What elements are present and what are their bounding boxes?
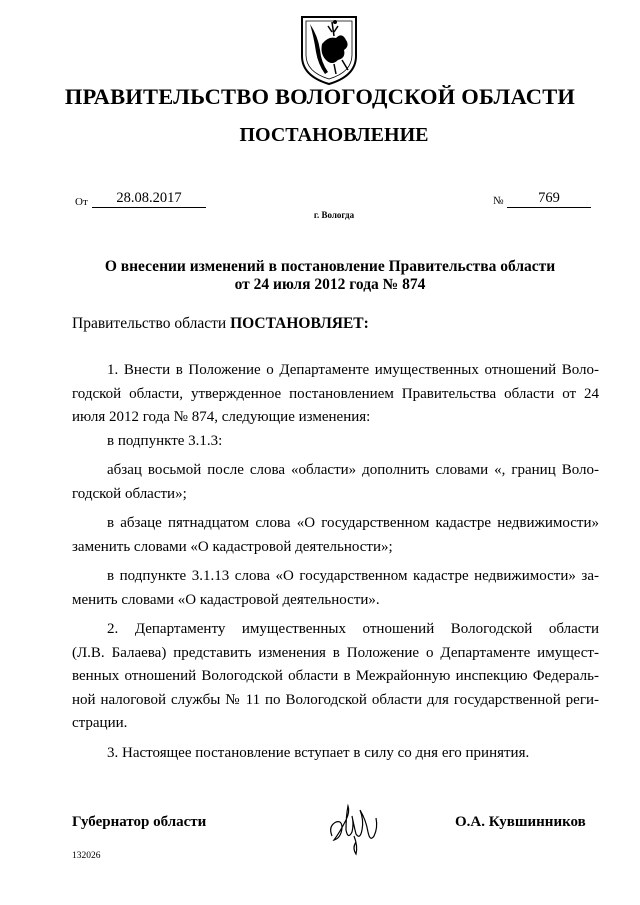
body-line: менить словами «О кадастровой деятельности». — [72, 591, 380, 608]
body-line: в подпункте 3.1.3: — [107, 432, 223, 449]
signatory-position: Губернатор области — [72, 814, 207, 830]
body-line: 1. Внести в Положение о Департаменте имущественных отношений Воло- — [107, 362, 599, 378]
body-line: (Л.В. Балаева) представить изменения в Положение о Департаменте имущест- — [72, 644, 599, 661]
preamble-bold: ПОСТАНОВЛЯЕТ: — [230, 315, 369, 332]
body-line: в абзаце пятнадцатом слова «О государственном кадастре недвижимости» — [107, 515, 599, 531]
number-value: 769 — [507, 190, 591, 208]
body-line: годской области, утвержденное постановлением Правительства области от 24 — [72, 385, 599, 402]
body-line: 3. Настоящее постановление вступает в силу со дня его принятия. — [107, 744, 530, 761]
body-line: годской области»; — [72, 485, 187, 502]
body-line: заменить словами «О кадастровой деятельности»; — [72, 538, 393, 555]
subject-line-1: О внесении изменений в постановление Правительства области — [104, 258, 556, 275]
document-type: ПОСТАНОВЛЕНИЕ — [239, 124, 429, 146]
document-subject — [60, 258, 600, 294]
coat-of-arms-icon — [298, 14, 360, 86]
signatory-name: О.А. Кувшинников — [455, 814, 586, 830]
signature-icon — [326, 796, 382, 858]
body-line: июля 2012 года № 874, следующие изменения: — [72, 409, 371, 425]
body-line: 2. Департаменту имущественных отношений Вологодской области — [107, 621, 599, 637]
preamble — [72, 315, 369, 333]
government-title: ПРАВИТЕЛЬСТВО ВОЛОГОДСКОЙ ОБЛАСТИ — [64, 84, 576, 109]
preamble-text: Правительство области — [72, 315, 231, 332]
subject-line-2: от 24 июля 2012 года № 874 — [234, 276, 426, 293]
date-label: От — [75, 196, 88, 208]
body-line: абзац восьмой после слова «области» дополнить словами «, границ Воло- — [107, 462, 599, 478]
body-line: в подпункте 3.1.13 слова «О государственном кадастре недвижимости» за- — [107, 568, 599, 584]
number-label: № — [493, 195, 504, 207]
body-line: ной налоговой службы № 11 по Вологодской области для государственной реги- — [72, 691, 599, 708]
document-body — [72, 359, 599, 765]
document-code: 132026 — [72, 851, 101, 861]
city: г. Вологда — [313, 210, 355, 220]
date-value: 28.08.2017 — [92, 190, 206, 208]
body-line: страции. — [72, 715, 128, 731]
body-line: венных отношений Вологодской области в Межрайонную инспекцию Федераль- — [72, 668, 599, 684]
